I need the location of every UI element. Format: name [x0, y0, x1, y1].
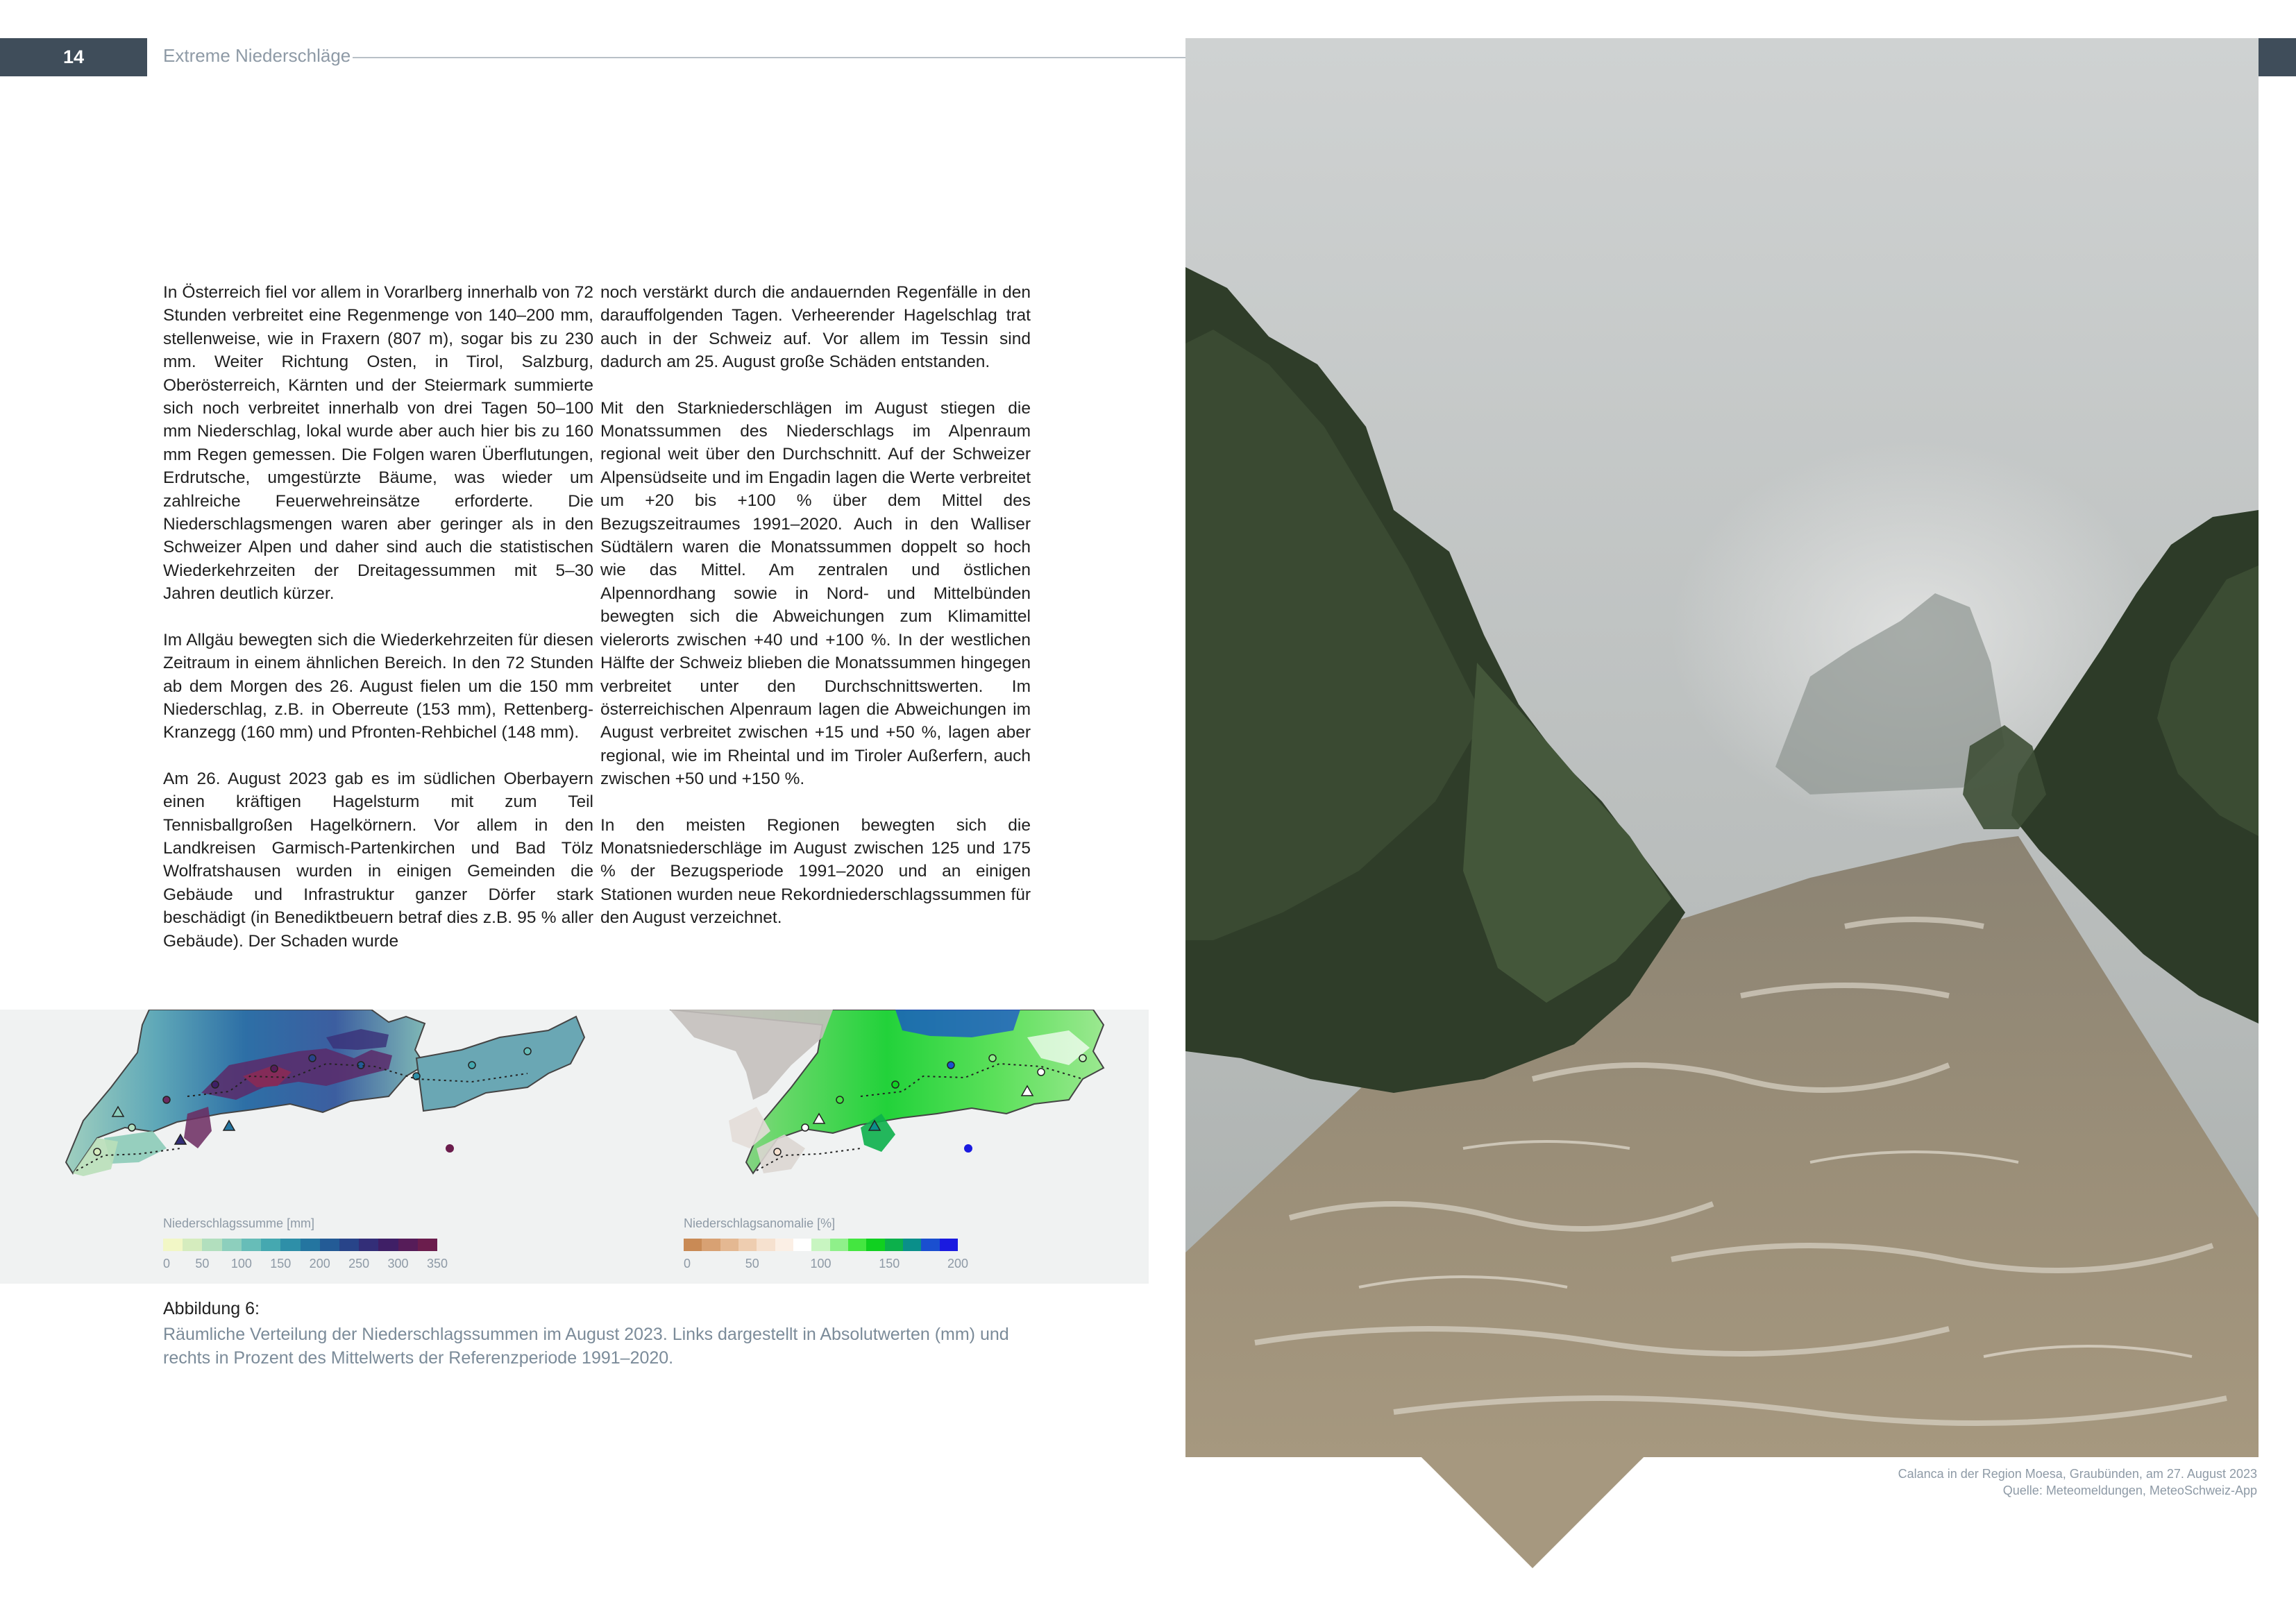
paragraph: Am 26. August 2023 gab es im südlichen Oberbayern einen kräftigen Hagelsturm mit zum Teil Tennisballgroßen Hagelkörnern. Vor allem in den Landkreisen Garmisch-Partenkirchen und Bad Tölz Wolfratshausen wurden in einigen Gemeinden die Gebäude und Infrastruktur ganzer Dörfer stark beschädigt (in Benediktbeuern betraf dies z.B. 95 % aller Gebäude). Der Schaden wurde: [163, 769, 593, 951]
legend-right-colorbar: [684, 1239, 958, 1251]
legend-swatch: [757, 1239, 775, 1251]
legend-tick-label: 300: [387, 1257, 409, 1271]
legend-swatch: [202, 1239, 221, 1251]
legend-tick-label: 350: [426, 1257, 448, 1271]
legend-right-ticks: [684, 1257, 969, 1272]
legend-swatch: [684, 1239, 702, 1251]
legend-swatch: [830, 1239, 848, 1251]
left-page-number: 14: [0, 38, 147, 76]
legend-tick-label: 200: [309, 1257, 330, 1271]
photo-caption-line1: Calanca in der Region Moesa, Graubünden, am 27. August 2023: [1898, 1467, 2257, 1481]
legend-swatch: [242, 1239, 261, 1251]
legend-swatch: [378, 1239, 398, 1251]
legend-swatch: [793, 1239, 811, 1251]
figure-caption: Räumliche Verteilung der Niederschlagssummen im August 2023. Links dargestellt in Absolutwerten (mm) und rechts in Prozent des Mittelwerts der Referenzperiode 1991–2020.: [163, 1325, 1009, 1368]
legend-swatch: [903, 1239, 921, 1251]
paragraph: In den meisten Regionen bewegten sich die Monatsniederschläge im August zwischen 125 und 175 % der Bezugsperiode 1991–2020 und an einigen Stationen wurden neue Rekordniederschlagssummen für den August verzeichnet.: [600, 815, 1031, 928]
legend-tick-label: 100: [810, 1257, 832, 1271]
flood-river-photo: [1185, 38, 2259, 1461]
photo-caption: [1898, 1465, 2257, 1499]
legend-tick-label: 250: [348, 1257, 370, 1271]
legend-tick-label: 150: [879, 1257, 900, 1271]
legend-swatch: [222, 1239, 242, 1251]
legend-left-ticks: [163, 1257, 448, 1272]
paragraph: Mit den Starkniederschlägen im August stiegen die Monatssummen des Niederschlags im Alpenraum regional weit über den Durchschnitt. Auf der Schweizer Alpensüdseite und im Engadin lagen die Werte verbreitet um +20 bis +100 % über dem Mittel des Bezugszeitraumes 1991–2020. Auch in den Walliser Südtälern waren die Monatssummen doppelt so hoch wie das Mittel. Am zentralen und östlichen Alpennordhang sowie in Nord- und Mittelbünden bewegten sich die Abweichungen zum Klimamittel vielerorts zwischen +40 und +100 %. In der westlichen Hälfte der Schweiz blieben die Monatssummen hingegen verbreitet unter den Durchschnittswerten. Im österreichischen Alpenraum lagen die Abweichungen im August verbreitet zwischen +15 und +50 %, lagen aber regional, wie im Rheintal und im Tiroler Außerfern, auch zwischen +50 und +150 %.: [600, 398, 1031, 789]
legend-tick-label: 50: [745, 1257, 759, 1271]
legend-left-colorbar: [163, 1239, 437, 1251]
legend-swatch: [183, 1239, 202, 1251]
legend-swatch: [885, 1239, 903, 1251]
photo-caption-line2: Quelle: Meteomeldungen, MeteoSchweiz-App: [2002, 1484, 2257, 1497]
legend-swatch: [163, 1239, 183, 1251]
paragraph: In Österreich fiel vor allem in Vorarlberg innerhalb von 72 Stunden verbreitet eine Regenmenge von 140–200 mm, stellenweise, wie in Fraxern (807 m), sogar bis zu 230 mm. Weiter Richtung Osten, in Tirol, Salzburg, Oberösterreich, Kärnten und der Steiermark summierte sich noch verbreitet innerhalb von drei Tagen 50–100 mm Niederschlag, lokal wurde aber auch hier bis zu 160 mm Regen gemessen. Die Folgen waren Überflutungen, Erdrutsche, umgestürzte Bäume, was wieder um zahlreiche Feuerwehreinsätze erforderte. Die Niederschlagsmengen waren aber geringer als in den Schweizer Alpen und daher sind auch die statistischen Wiederkehrzeiten der Dreitagessummen mit 5–30 Jahren deutlich kürzer.: [163, 283, 593, 604]
legend-tick-label: 100: [230, 1257, 252, 1271]
legend-swatch: [339, 1239, 359, 1251]
legend-swatch: [418, 1239, 437, 1251]
legend-tick-label: 50: [195, 1257, 210, 1271]
legend-tick-label: 0: [163, 1257, 171, 1271]
text-column-left: [163, 281, 593, 953]
legend-swatch: [866, 1239, 884, 1251]
figure-panel: [0, 1010, 1149, 1284]
legend-swatch: [702, 1239, 720, 1251]
legend-swatch: [320, 1239, 339, 1251]
legend-swatch: [261, 1239, 280, 1251]
paragraph: Im Allgäu bewegten sich die Wiederkehrzeiten für diesen Zeitraum in einem ähnlichen Bereich. In den 72 Stunden ab dem Morgen des 26. August fielen um die 150 mm Niederschlag, z.B. in Oberreute (153 mm), Rettenberg-Kranzegg (160 mm) und Pfronten-Rehbichel (148 mm).: [163, 630, 593, 742]
legend-tick-label: 150: [270, 1257, 292, 1271]
paragraph: noch verstärkt durch die andauernden Regenfälle in den darauffolgenden Tagen. Verheerender Hagelschlag trat auch in der Schweiz auf. Vor allem im Tessin sind dadurch am 25. August große Schäden entstanden.: [600, 283, 1031, 372]
legend-swatch: [738, 1239, 757, 1251]
legend-tick-label: 0: [684, 1257, 691, 1271]
map-precipitation-anomaly: [670, 1010, 1104, 1173]
legend-tick-label: 200: [947, 1257, 969, 1271]
text-column-right: [600, 281, 1031, 930]
legend-swatch: [301, 1239, 320, 1251]
legend-swatch: [720, 1239, 738, 1251]
legend-swatch: [775, 1239, 793, 1251]
legend-swatch: [921, 1239, 939, 1251]
left-running-title: Extreme Niederschläge: [163, 45, 351, 66]
legend-swatch: [940, 1239, 958, 1251]
legend-swatch: [398, 1239, 418, 1251]
legend-swatch: [848, 1239, 866, 1251]
legend-right-title: Niederschlagsanomalie [%]: [684, 1216, 836, 1230]
figure-label: Abbildung 6:: [163, 1299, 260, 1318]
legend-left-title: Niederschlagssumme [mm]: [163, 1216, 315, 1230]
legend-swatch: [280, 1239, 300, 1251]
legend-swatch: [811, 1239, 829, 1251]
legend-swatch: [359, 1239, 378, 1251]
